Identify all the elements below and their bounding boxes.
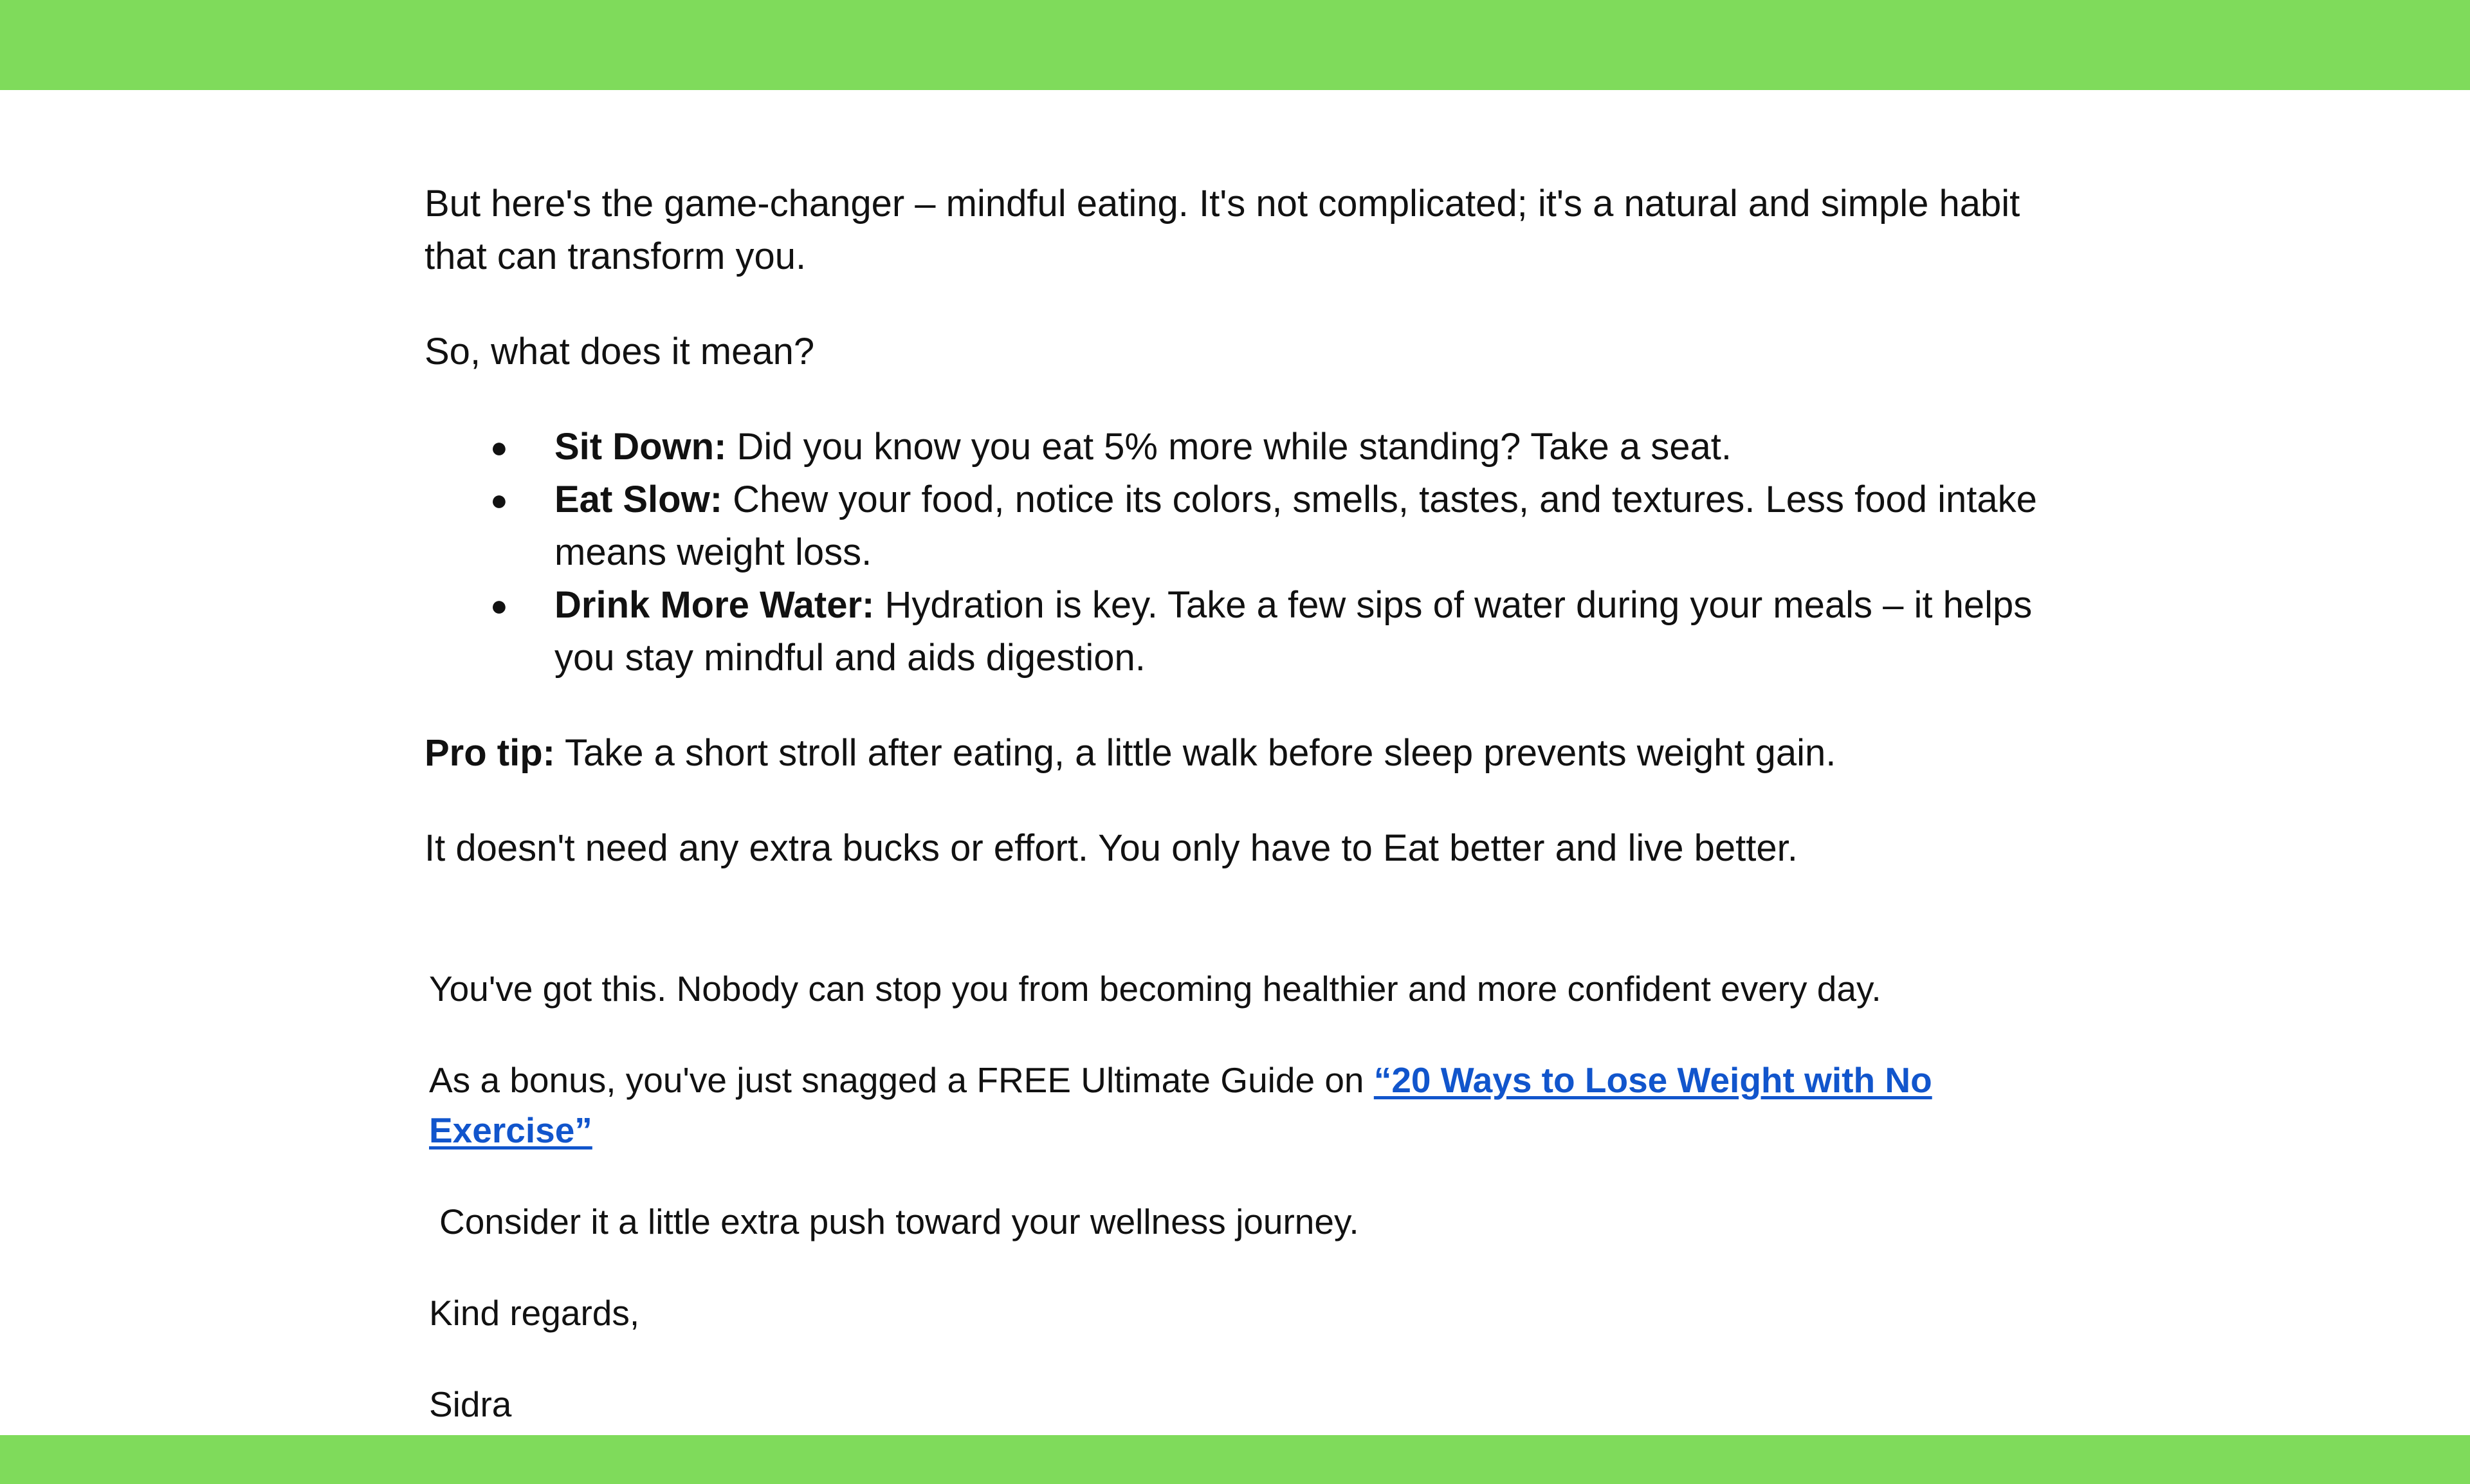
signature-line: Sidra [429, 1384, 512, 1424]
closing-text-block [429, 964, 2056, 1470]
tips-list [425, 421, 2045, 684]
bonus-paragraph [429, 1055, 2056, 1155]
regards-line: Kind regards, [429, 1293, 640, 1333]
question-paragraph: So, what does it mean? [425, 331, 815, 372]
tip-label: Drink More Water: [554, 584, 875, 626]
tip-text: Chew your food, notice its colors, smells, tastes, and textures. Less food intake means weight loss. [554, 479, 2037, 573]
tip-label: Eat Slow: [554, 479, 723, 520]
pro-tip-label: Pro tip: [425, 732, 555, 774]
tip-text: Hydration is key. Take a few sips of water during your meals – it helps you stay mindful and aids digestion. [554, 584, 2033, 679]
bullet-icon: ● [490, 589, 508, 622]
bullet-icon: ● [490, 483, 508, 517]
pro-tip-paragraph [425, 727, 2045, 780]
main-text-block [425, 178, 2045, 917]
cost-paragraph: It doesn't need any extra bucks or effort. You only have to Eat better and live better. [425, 827, 1798, 869]
bonus-prefix: As a bonus, you've just snagged a FREE Ultimate Guide on [429, 1060, 1374, 1100]
list-item [490, 579, 2045, 684]
encouragement-paragraph: You've got this. Nobody can stop you from becoming healthier and more confident every day. [429, 969, 1881, 1009]
bottom-green-bar [0, 1435, 2470, 1484]
push-paragraph: Consider it a little extra push toward your wellness journey. [439, 1202, 1359, 1241]
list-item [490, 421, 2045, 473]
guide-link[interactable]: “20 Ways to Lose Weight with No Exercise” [429, 1060, 1932, 1150]
list-item [490, 473, 2045, 579]
pro-tip-text: Take a short stroll after eating, a little walk before sleep prevents weight gain. [554, 732, 1836, 774]
tip-text: Did you know you eat 5% more while standing? Take a seat. [726, 426, 1732, 468]
tip-label: Sit Down: [554, 426, 727, 468]
bullet-icon: ● [490, 430, 508, 464]
intro-paragraph: But here's the game-changer – mindful eating. It's not complicated; it's a natural and simple habit that can transform you. [425, 183, 2020, 277]
